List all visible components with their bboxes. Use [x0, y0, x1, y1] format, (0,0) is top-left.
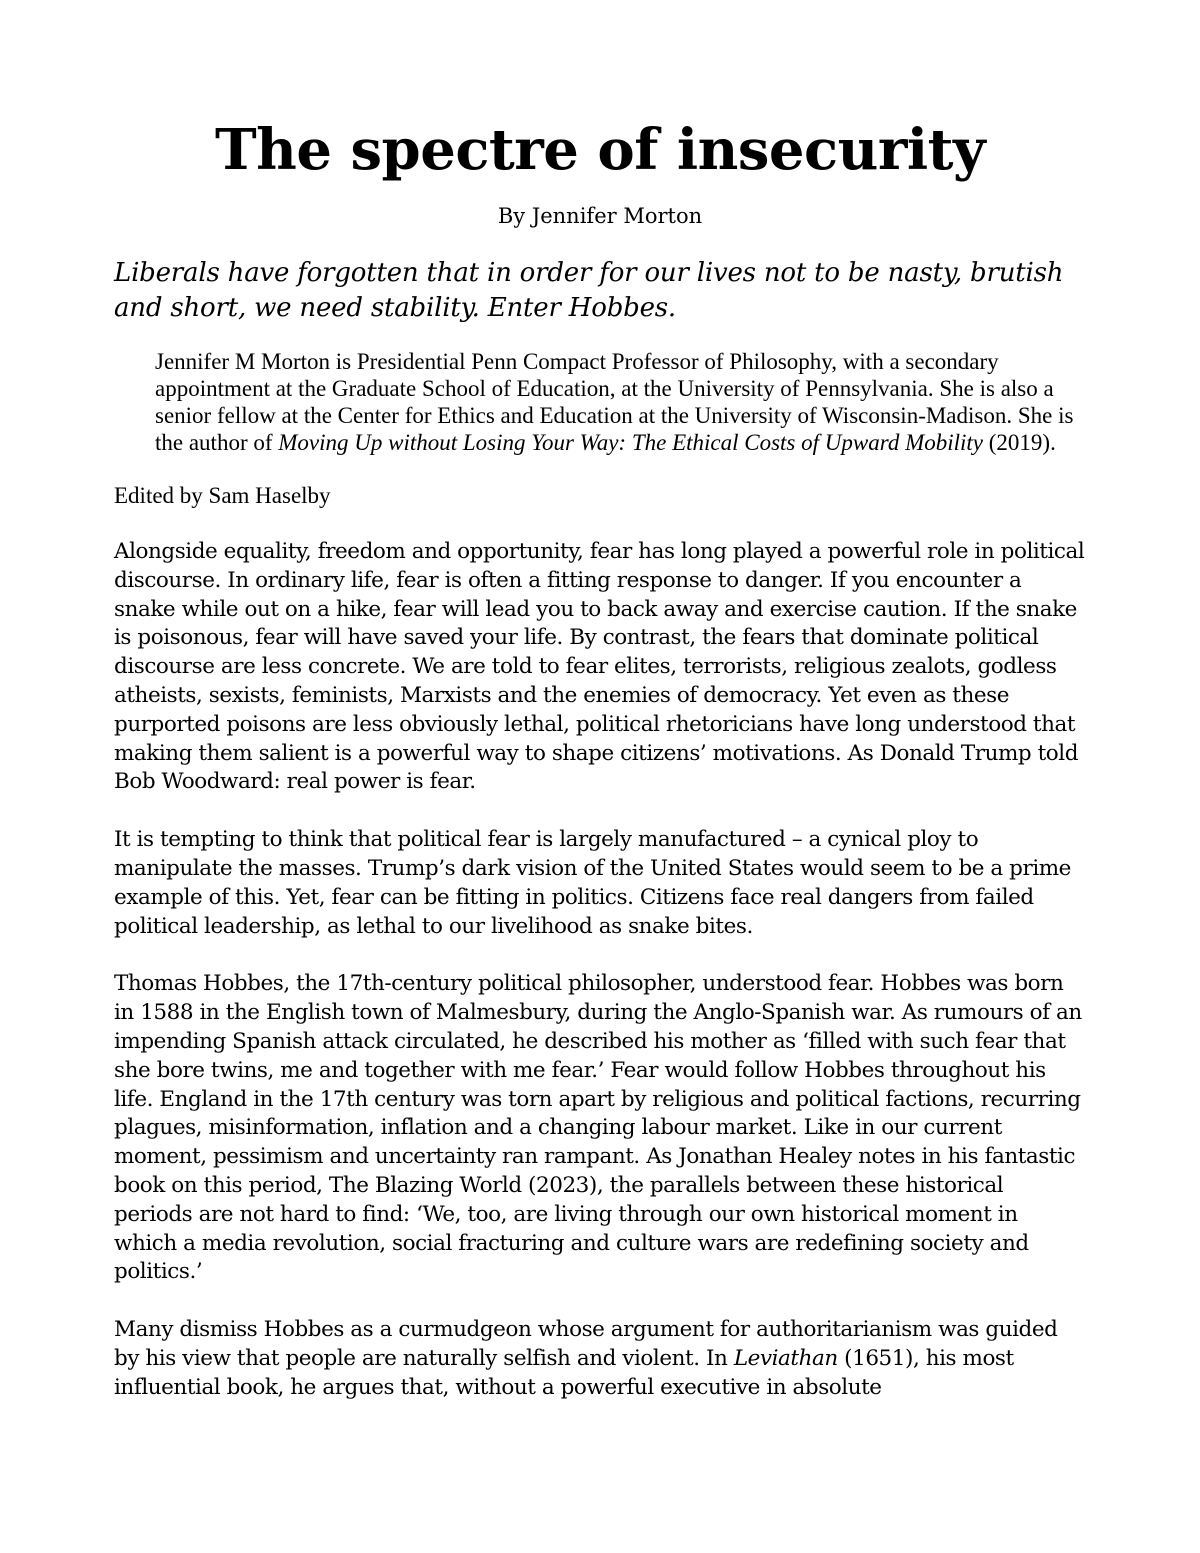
- body-paragraph-3: Thomas Hobbes, the 17th-century political philosopher, understood fear. Hobbes was born in 1588 in the English town of Malmesbury, during the Anglo-Spanish war. As rumours of an impending Spanish attack circulated, he described his mother as ‘filled with such fear that she bore twins, me and together with me fear.’ Fear would follow Hobbes throughout his life. England in the 17th century was torn apart by religious and political factions, recurring plagues, misinformation, inflation and a changing labour market. Like in our current moment, pessimism and uncertainty ran rampant. As Jonathan Healey notes in his fantastic book on this period, The Blazing World (2023), the parallels between these historical periods are not hard to find: ‘We, too, are living through our own historical moment in which a media revolution, social fracturing and culture wars are redefining society and politics.’: [114, 971, 1082, 1285]
- author-book-title: Moving Up without Losing Your Way: The Ethical Costs of Upward Mobility: [278, 430, 983, 455]
- leviathan-title: Leviathan: [733, 1345, 838, 1371]
- body-paragraph-4-continued: (1651), his most influential book, he argues that, without a powerful executive in absolute: [114, 1345, 1014, 1400]
- body-paragraph-4: [114, 1316, 1086, 1402]
- article-title: The spectre of insecurity: [215, 117, 985, 183]
- editor-credit: Edited by Sam Haselby: [114, 483, 331, 508]
- author-bio-year: (2019).: [983, 430, 1056, 455]
- article-byline: By Jennifer Morton: [497, 204, 703, 228]
- article-body: [114, 538, 1086, 1403]
- author-bio: [155, 348, 1086, 456]
- article-standfirst: Liberals have forgotten that in order for our lives not to be nasty, brutish and short, we need stability. Enter Hobbes.: [114, 258, 1064, 323]
- body-paragraph-1: Alongside equality, freedom and opportunity, fear has long played a powerful role in political discourse. In ordinary life, fear is often a fitting response to danger. If you encounter a snake while out on a hike, fear will lead you to back away and exercise caution. If the snake is poisonous, fear will have saved your life. By contrast, the fears that dominate political discourse are less concrete. We are told to fear elites, terrorists, religious zealots, godless atheists, sexists, feminists, Marxists and the enemies of democracy. Yet even as these purported poisons are less obviously lethal, political rhetoricians have long understood that making them salient is a powerful way to shape citizens’ motivations. As Donald Trump told Bob Woodward: real power is fear.: [114, 539, 1085, 795]
- body-paragraph-4-text: Many dismiss Hobbes as a curmudgeon whose argument for authoritarianism was guided by his view that people are naturally selfish and violent. In: [114, 1317, 1058, 1371]
- body-paragraph-2: It is tempting to think that political fear is largely manufactured – a cynical ploy to manipulate the masses. Trump’s dark vision of the United States would seem to be a prime example of this. Yet, fear can be fitting in politics. Citizens face real dangers from failed political leadership, as lethal to our livelihood as snake bites.: [114, 827, 1071, 939]
- author-bio-text: Jennifer M Morton is Presidential Penn Compact Professor of Philosophy, with a secondary appointment at the Graduate School of Education, at the University of Pennsylvania. She is also a senior fellow at the Center for Ethics and Education at the University of Wisconsin-Madison. She is the author of: [155, 349, 1074, 455]
